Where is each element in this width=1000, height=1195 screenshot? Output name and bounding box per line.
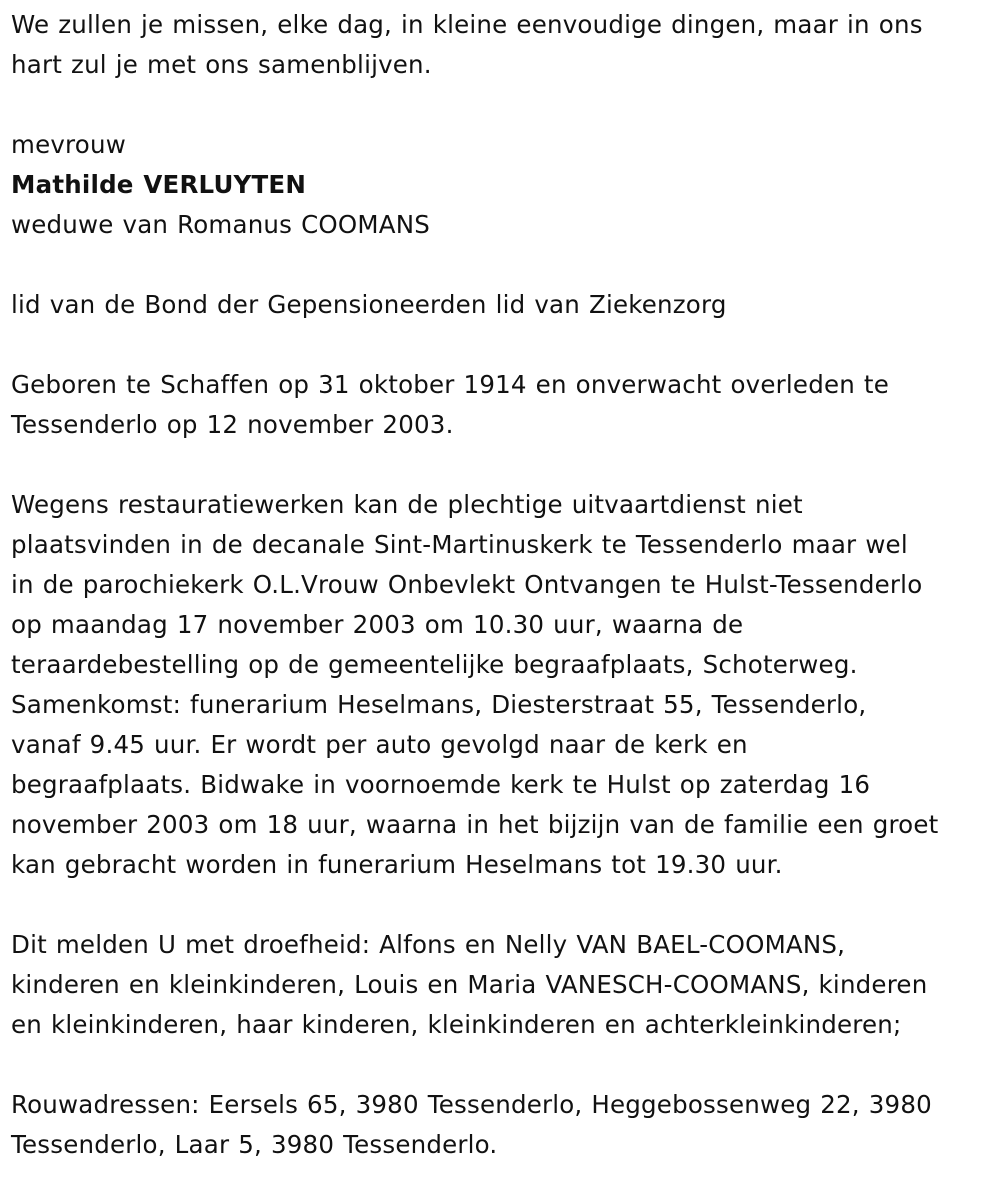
funeral-details-line: kan gebracht worden in funerarium Heselmans tot 19.30 uur.	[11, 850, 783, 879]
addresses-line: Rouwadressen: Eersels 65, 3980 Tessenderlo, Heggebossenweg 22, 3980	[11, 1090, 932, 1119]
quote-line: We zullen je missen, elke dag, in kleine eenvoudige dingen, maar in ons	[11, 10, 923, 39]
funeral-details-line: vanaf 9.45 uur. Er wordt per auto gevolgd naar de kerk en	[11, 730, 748, 759]
announcement-line: en kleinkinderen, haar kinderen, kleinkinderen en achterkleinkinderen;	[11, 1010, 902, 1039]
obituary-document	[11, 5, 996, 1165]
memberships-line: lid van de Bond der Gepensioneerden lid van Ziekenzorg	[11, 290, 727, 319]
memberships	[11, 285, 996, 325]
honorific: mevrouw	[11, 130, 126, 159]
funeral-details-line: in de parochiekerk O.L.Vrouw Onbevlekt Ontvangen te Hulst-Tessenderlo	[11, 570, 923, 599]
birth-death-paragraph	[11, 365, 996, 445]
announcement-line: kinderen en kleinkinderen, Louis en Maria VANESCH-COOMANS, kinderen	[11, 970, 928, 999]
addresses-line: Tessenderlo, Laar 5, 3980 Tessenderlo.	[11, 1130, 498, 1159]
deceased-header	[11, 125, 996, 245]
funeral-details-line: november 2003 om 18 uur, waarna in het bijzijn van de familie een groet	[11, 810, 939, 839]
funeral-details-line: teraardebestelling op de gemeentelijke begraafplaats, Schoterweg.	[11, 650, 858, 679]
quote-line: hart zul je met ons samenblijven.	[11, 50, 432, 79]
funeral-details-line: begraafplaats. Bidwake in voornoemde kerk te Hulst op zaterdag 16	[11, 770, 871, 799]
funeral-details-line: Samenkomst: funerarium Heselmans, Diesterstraat 55, Tessenderlo,	[11, 690, 867, 719]
birth-death-line: Geboren te Schaffen op 31 oktober 1914 en onverwacht overleden te	[11, 370, 890, 399]
funeral-details-paragraph	[11, 485, 996, 885]
addresses-paragraph	[11, 1085, 996, 1165]
funeral-details-line: plaatsvinden in de decanale Sint-Martinuskerk te Tessenderlo maar wel	[11, 530, 908, 559]
funeral-details-line: op maandag 17 november 2003 om 10.30 uur, waarna de	[11, 610, 744, 639]
birth-death-line: Tessenderlo op 12 november 2003.	[11, 410, 454, 439]
deceased-name: Mathilde VERLUYTEN	[11, 170, 307, 199]
memorial-quote	[11, 5, 996, 85]
funeral-details-line: Wegens restauratiewerken kan de plechtige uitvaartdienst niet	[11, 490, 803, 519]
announcement-line: Dit melden U met droefheid: Alfons en Nelly VAN BAEL-COOMANS,	[11, 930, 846, 959]
widow-of: weduwe van Romanus COOMANS	[11, 210, 430, 239]
announcement-paragraph	[11, 925, 996, 1045]
